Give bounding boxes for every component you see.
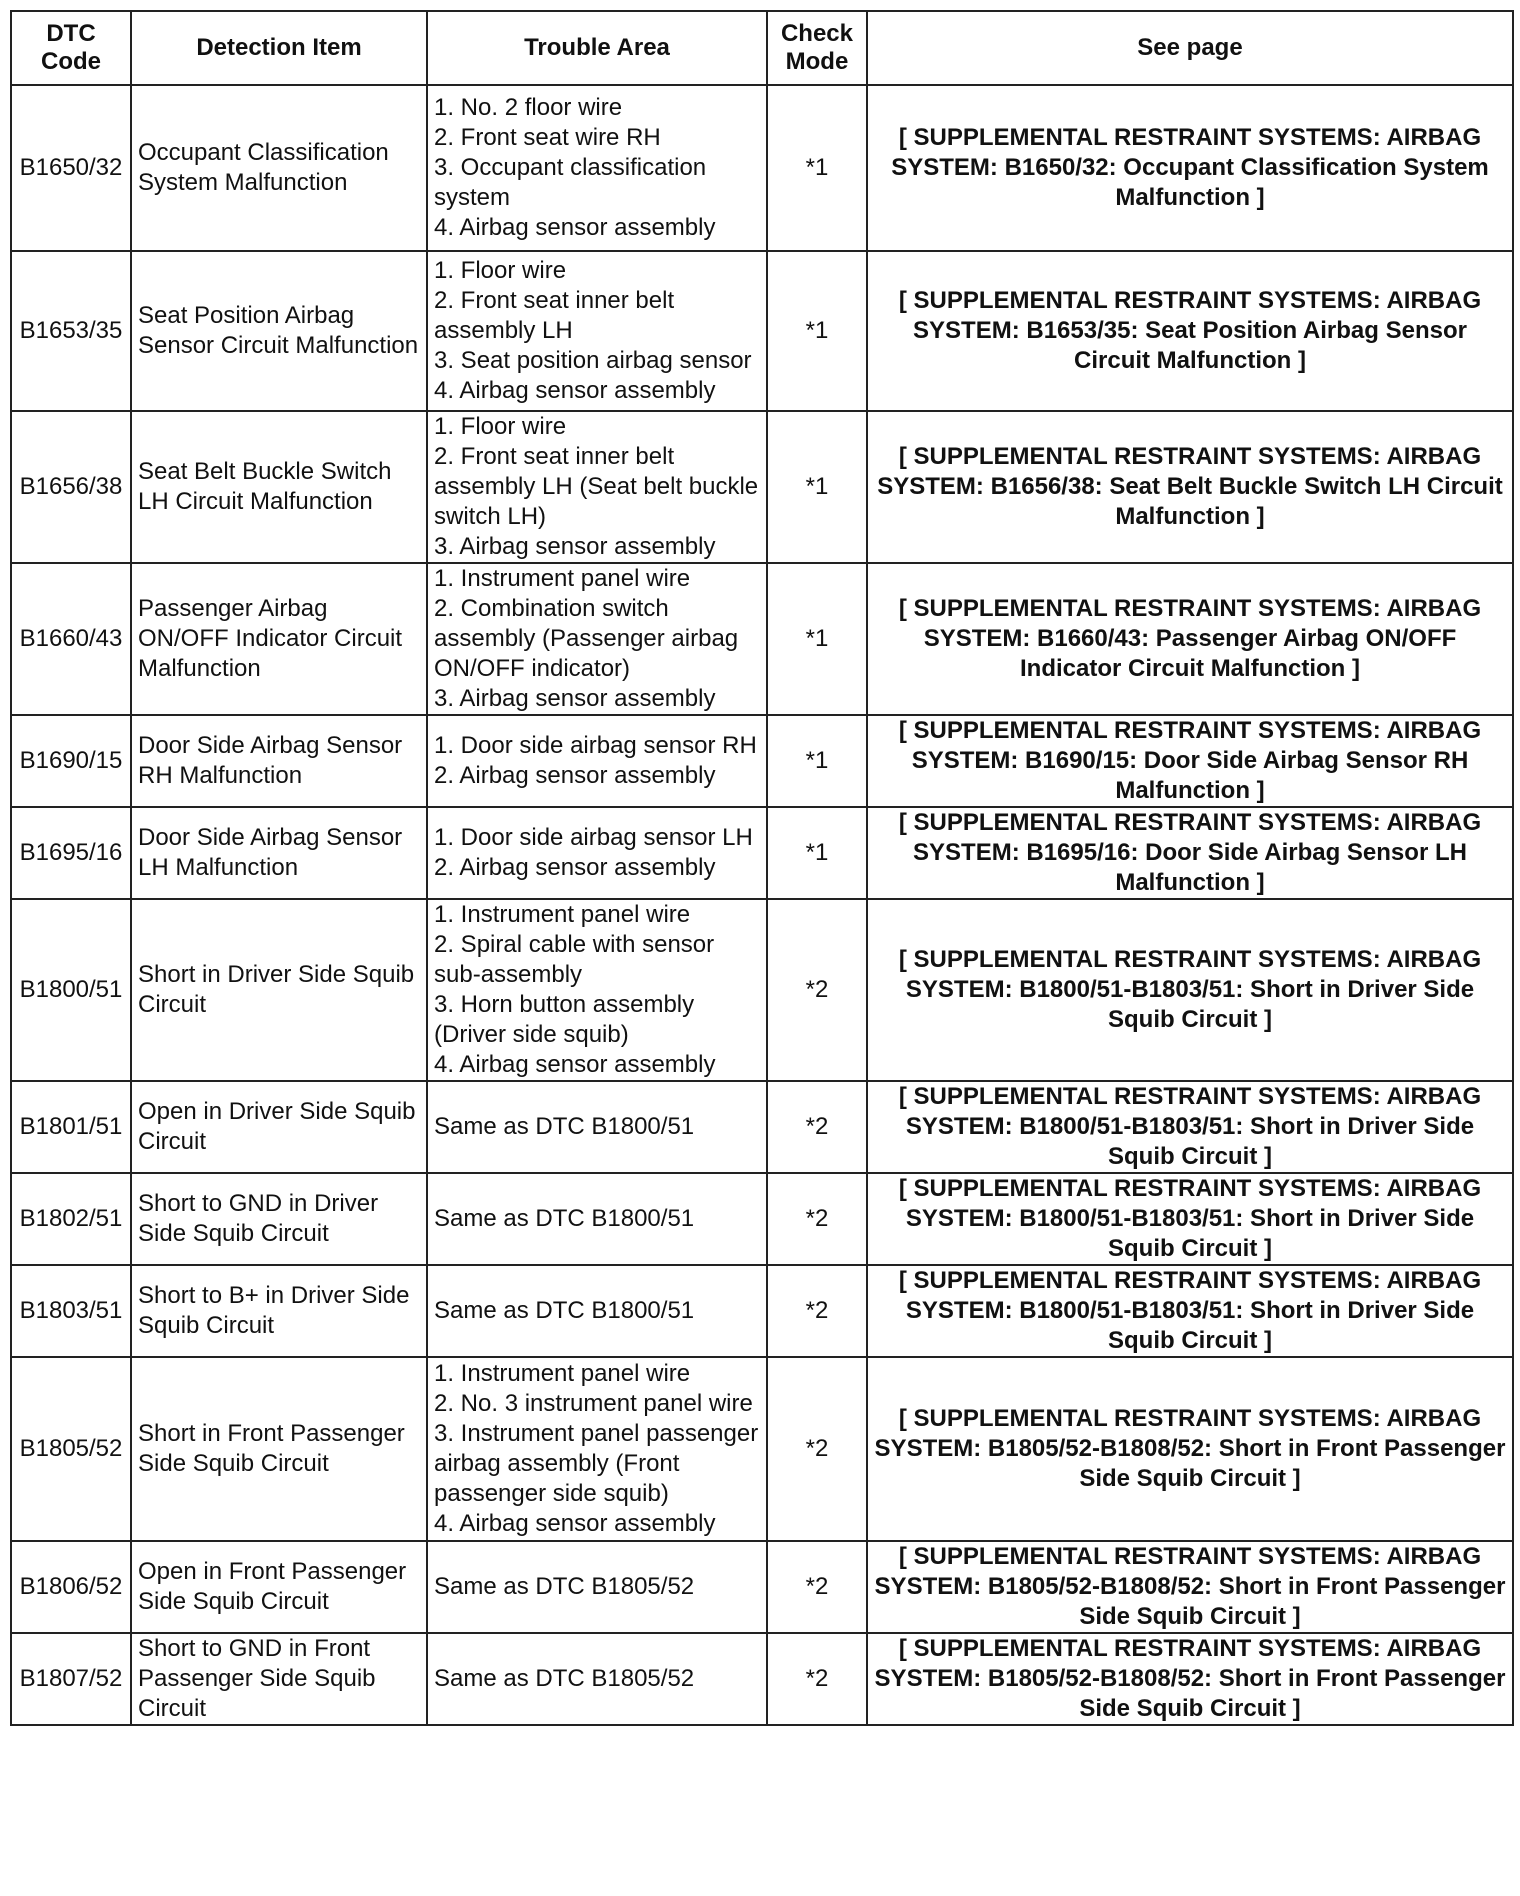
dtc-table-container [10,10,1514,1726]
header-check-mode: Check Mode [767,11,867,85]
trouble-area-cell [427,715,767,807]
trouble-area-line: 2. Combination switch assembly (Passenger airbag ON/OFF indicator) [434,595,739,682]
check-mode-cell: *2 [767,1173,867,1265]
detection-item-cell: Seat Belt Buckle Switch LH Circuit Malfunction [131,411,427,563]
see-page-cell [867,1081,1513,1173]
trouble-area-cell [427,899,767,1081]
see-page-link[interactable]: [ SUPPLEMENTAL RESTRAINT SYSTEMS: AIRBAG SYSTEM: B1656/38: Seat Belt Buckle Switch LH Circuit Malfunction ] [877,443,1503,530]
trouble-area-cell [427,807,767,899]
table-row [11,563,1513,715]
detection-item-cell: Door Side Airbag Sensor LH Malfunction [131,807,427,899]
see-page-link[interactable]: [ SUPPLEMENTAL RESTRAINT SYSTEMS: AIRBAG SYSTEM: B1690/15: Door Side Airbag Sensor RH Malfunction ] [898,717,1482,804]
detection-item-cell: Occupant Classification System Malfunction [131,85,427,251]
dtc-code-cell: B1802/51 [11,1173,131,1265]
trouble-area-line: 3. Horn button assembly (Driver side squib) [434,991,695,1048]
detection-item-cell: Seat Position Airbag Sensor Circuit Malfunction [131,251,427,411]
trouble-area-line: 2. No. 3 instrument panel wire [434,1390,753,1417]
detection-item-cell: Short in Front Passenger Side Squib Circuit [131,1357,427,1541]
see-page-link[interactable]: [ SUPPLEMENTAL RESTRAINT SYSTEMS: AIRBAG SYSTEM: B1695/16: Door Side Airbag Sensor LH Malfunction ] [898,809,1482,896]
see-page-link[interactable]: [ SUPPLEMENTAL RESTRAINT SYSTEMS: AIRBAG SYSTEM: B1660/43: Passenger Airbag ON/OFF Indicator Circuit Malfunction ] [898,595,1482,682]
check-mode-cell: *2 [767,1081,867,1173]
check-mode-cell: *1 [767,251,867,411]
see-page-link[interactable]: [ SUPPLEMENTAL RESTRAINT SYSTEMS: AIRBAG SYSTEM: B1800/51-B1803/51: Short in Driver Side Squib Circuit ] [898,1267,1482,1354]
trouble-area-line: Same as DTC B1800/51 [434,1113,695,1140]
check-mode-cell: *1 [767,411,867,563]
trouble-area-cell [427,1173,767,1265]
header-detection-item: Detection Item [131,11,427,85]
see-page-cell [867,807,1513,899]
check-mode-cell: *1 [767,563,867,715]
dtc-code-cell: B1803/51 [11,1265,131,1357]
trouble-area-cell [427,1357,767,1541]
table-row [11,807,1513,899]
trouble-area-line: 1. Instrument panel wire [434,565,691,592]
dtc-code-cell: B1801/51 [11,1081,131,1173]
trouble-area-line: Same as DTC B1805/52 [434,1573,695,1600]
table-row [11,1173,1513,1265]
see-page-cell [867,899,1513,1081]
dtc-code-cell: B1690/15 [11,715,131,807]
trouble-area-line: 1. No. 2 floor wire [434,94,623,121]
trouble-area-line: 2. Airbag sensor assembly [434,854,716,881]
trouble-area-line: 1. Door side airbag sensor LH [434,824,753,851]
see-page-cell [867,1173,1513,1265]
see-page-link[interactable]: [ SUPPLEMENTAL RESTRAINT SYSTEMS: AIRBAG SYSTEM: B1800/51-B1803/51: Short in Driver Side Squib Circuit ] [898,1083,1482,1170]
detection-item-cell: Door Side Airbag Sensor RH Malfunction [131,715,427,807]
trouble-area-line: Same as DTC B1805/52 [434,1665,695,1692]
trouble-area-line: Same as DTC B1800/51 [434,1297,695,1324]
table-row [11,715,1513,807]
trouble-area-line: 2. Spiral cable with sensor sub-assembly [434,931,715,988]
trouble-area-line: 1. Door side airbag sensor RH [434,732,757,759]
table-row [11,1265,1513,1357]
trouble-area-line: 4. Airbag sensor assembly [434,214,716,241]
check-mode-cell: *1 [767,85,867,251]
see-page-link[interactable]: [ SUPPLEMENTAL RESTRAINT SYSTEMS: AIRBAG SYSTEM: B1650/32: Occupant Classification System Malfunction ] [891,124,1489,211]
dtc-code-cell: B1656/38 [11,411,131,563]
see-page-cell [867,251,1513,411]
detection-item-cell: Short to GND in Front Passenger Side Squib Circuit [131,1633,427,1725]
see-page-cell [867,1541,1513,1633]
see-page-link[interactable]: [ SUPPLEMENTAL RESTRAINT SYSTEMS: AIRBAG SYSTEM: B1653/35: Seat Position Airbag Sensor Circuit Malfunction ] [898,287,1482,374]
see-page-cell [867,1633,1513,1725]
see-page-link[interactable]: [ SUPPLEMENTAL RESTRAINT SYSTEMS: AIRBAG SYSTEM: B1805/52-B1808/52: Short in Front Passenger Side Squib Circuit ] [874,1543,1506,1630]
table-row [11,411,1513,563]
see-page-link[interactable]: [ SUPPLEMENTAL RESTRAINT SYSTEMS: AIRBAG SYSTEM: B1800/51-B1803/51: Short in Driver Side Squib Circuit ] [898,1175,1482,1262]
see-page-cell [867,1265,1513,1357]
header-row [11,11,1513,85]
trouble-area-line: 4. Airbag sensor assembly [434,1051,716,1078]
check-mode-cell: *2 [767,1357,867,1541]
see-page-cell [867,563,1513,715]
trouble-area-line: 1. Floor wire [434,413,567,440]
check-mode-cell: *1 [767,807,867,899]
dtc-code-cell: B1650/32 [11,85,131,251]
trouble-area-line: 1. Instrument panel wire [434,1360,691,1387]
see-page-link[interactable]: [ SUPPLEMENTAL RESTRAINT SYSTEMS: AIRBAG SYSTEM: B1800/51-B1803/51: Short in Driver Side Squib Circuit ] [898,946,1482,1033]
trouble-area-line: 3. Occupant classification system [434,154,707,211]
trouble-area-cell [427,1081,767,1173]
trouble-area-line: 1. Floor wire [434,257,567,284]
header-trouble-area: Trouble Area [427,11,767,85]
dtc-code-cell: B1695/16 [11,807,131,899]
trouble-area-line: 3. Airbag sensor assembly [434,533,716,560]
trouble-area-cell [427,1265,767,1357]
trouble-area-line: 3. Airbag sensor assembly [434,685,716,712]
dtc-code-cell: B1800/51 [11,899,131,1081]
detection-item-cell: Short to B+ in Driver Side Squib Circuit [131,1265,427,1357]
dtc-code-cell: B1660/43 [11,563,131,715]
table-row [11,1357,1513,1541]
dtc-code-cell: B1806/52 [11,1541,131,1633]
check-mode-cell: *2 [767,1633,867,1725]
trouble-area-line: 2. Front seat inner belt assembly LH [434,287,675,344]
dtc-code-cell: B1807/52 [11,1633,131,1725]
check-mode-cell: *2 [767,1265,867,1357]
see-page-cell [867,1357,1513,1541]
trouble-area-line: 1. Instrument panel wire [434,901,691,928]
check-mode-cell: *1 [767,715,867,807]
table-row [11,251,1513,411]
trouble-area-cell [427,411,767,563]
trouble-area-line: 3. Seat position airbag sensor [434,347,752,374]
detection-item-cell: Passenger Airbag ON/OFF Indicator Circuit Malfunction [131,563,427,715]
detection-item-cell: Open in Driver Side Squib Circuit [131,1081,427,1173]
trouble-area-cell [427,1541,767,1633]
trouble-area-line: Same as DTC B1800/51 [434,1205,695,1232]
table-row [11,1081,1513,1173]
table-row [11,899,1513,1081]
trouble-area-line: 2. Front seat wire RH [434,124,661,151]
dtc-code-cell: B1653/35 [11,251,131,411]
trouble-area-line: 4. Airbag sensor assembly [434,377,716,404]
trouble-area-cell [427,563,767,715]
detection-item-cell: Short in Driver Side Squib Circuit [131,899,427,1081]
see-page-link[interactable]: [ SUPPLEMENTAL RESTRAINT SYSTEMS: AIRBAG SYSTEM: B1805/52-B1808/52: Short in Front Passenger Side Squib Circuit ] [874,1405,1506,1492]
trouble-area-line: 4. Airbag sensor assembly [434,1510,716,1537]
header-see-page: See page [867,11,1513,85]
trouble-area-cell [427,1633,767,1725]
detection-item-cell: Short to GND in Driver Side Squib Circuit [131,1173,427,1265]
see-page-cell [867,411,1513,563]
check-mode-cell: *2 [767,1541,867,1633]
table-row [11,1541,1513,1633]
table-row [11,1633,1513,1725]
check-mode-cell: *2 [767,899,867,1081]
header-dtc-code: DTC Code [11,11,131,85]
dtc-code-cell: B1805/52 [11,1357,131,1541]
trouble-area-cell [427,251,767,411]
see-page-link[interactable]: [ SUPPLEMENTAL RESTRAINT SYSTEMS: AIRBAG SYSTEM: B1805/52-B1808/52: Short in Front Passenger Side Squib Circuit ] [874,1635,1506,1722]
detection-item-cell: Open in Front Passenger Side Squib Circuit [131,1541,427,1633]
table-row [11,85,1513,251]
trouble-area-cell [427,85,767,251]
see-page-cell [867,715,1513,807]
see-page-cell [867,85,1513,251]
dtc-table [10,10,1514,1726]
trouble-area-line: 2. Airbag sensor assembly [434,762,716,789]
trouble-area-line: 3. Instrument panel passenger airbag assembly (Front passenger side squib) [434,1420,759,1507]
trouble-area-line: 2. Front seat inner belt assembly LH (Seat belt buckle switch LH) [434,443,759,530]
